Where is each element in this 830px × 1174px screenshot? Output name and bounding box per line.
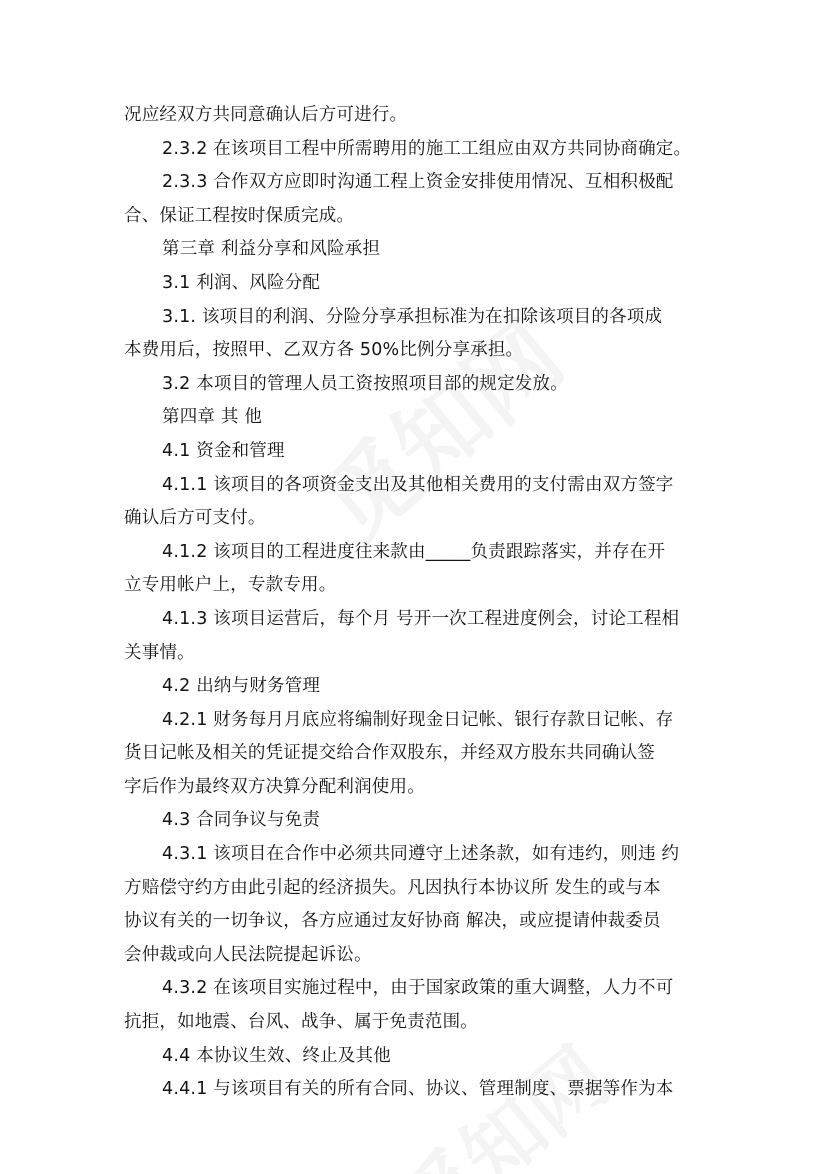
clause-4-1-3-continued: 关事情。 [124, 642, 195, 663]
clause-3-1: 3.1. 该项目的利润、分险分享承担标准为在扣除该项目的各项成 [162, 306, 663, 327]
section-3-1-heading: 3.1 利润、风险分配 [162, 272, 321, 293]
clause-4-3-1-continued: 协议有关的一切争议，各方应通过友好协商 解决，或应提请仲裁委员 [124, 911, 661, 932]
clause-4-1-1-continued: 确认后方可支付。 [124, 508, 266, 529]
clause-3-1-continued: 本费用后，按照甲、乙双方各 50%比例分享承担。 [124, 340, 524, 361]
document-body [124, 99, 724, 1107]
clause-2-3-3-continued: 合、保证工程按时保质完成。 [124, 205, 355, 226]
clause-4-3-1-continued: 会仲裁或向人民法院提起诉讼。 [124, 944, 372, 965]
clause-4-2-1-continued: 货日记帐及相关的凭证提交给合作双股东，并经双方股东共同确认签 [124, 743, 655, 764]
clause-3-2: 3.2 本项目的管理人员工资按照项目部的规定发放。 [162, 373, 568, 394]
clause-4-1-2-continued: 立专用帐户上，专款专用。 [124, 575, 337, 596]
section-4-4-heading: 4.4 本协议生效、终止及其他 [162, 1045, 391, 1066]
clause-4-2-1-continued: 字后作为最终双方决算分配利润使用。 [124, 776, 425, 797]
chapter-4-heading: 第四章 其 他 [162, 407, 263, 428]
clause-4-3-2: 4.3.2 在该项目实施过程中，由于国家政策的重大调整，人力不可 [162, 978, 674, 999]
clause-4-2-1: 4.2.1 财务每月月底应将编制好现金日记帐、银行存款日记帐、存 [162, 709, 674, 730]
clause-4-3-2-continued: 抗拒，如地震、台风、战争、属于免责范围。 [124, 1012, 478, 1033]
clause-4-1-1: 4.1.1 该项目的各项资金支出及其他相关费用的支付需由双方签字 [162, 474, 674, 495]
chapter-3-heading: 第三章 利益分享和风险承担 [162, 239, 381, 260]
clause-4-3-1: 4.3.1 该项目在合作中必须共同遵守上述条款，如有违约，则违 约 [162, 844, 680, 865]
section-4-3-heading: 4.3 合同争议与免责 [162, 810, 321, 831]
clause-4-1-3: 4.1.3 该项目运营后，每个月 号开一次工程进度例会，讨论工程相 [162, 608, 680, 629]
text-line-continuation: 况应经双方共同意确认后方可进行。 [124, 105, 408, 125]
clause-2-3-2: 2.3.2 在该项目工程中所需聘用的施工工组应由双方共同协商确定。 [162, 138, 692, 159]
clause-4-1-2: 4.1.2 该项目的工程进度往来款由_____负责跟踪落实，并存在开 [162, 541, 666, 562]
section-4-1-heading: 4.1 资金和管理 [162, 440, 285, 461]
clause-2-3-3: 2.3.3 合作双方应即时沟通工程上资金安排使用情况、互相积极配 [162, 172, 674, 193]
clause-4-3-1-continued: 方赔偿守约方由此引起的经济损失。凡因执行本协议所 发生的或与本 [124, 877, 661, 898]
section-4-2-heading: 4.2 出纳与财务管理 [162, 676, 321, 697]
clause-4-4-1: 4.4.1 与该项目有关的所有合同、协议、管理制度、票据等作为本 [162, 1079, 674, 1100]
